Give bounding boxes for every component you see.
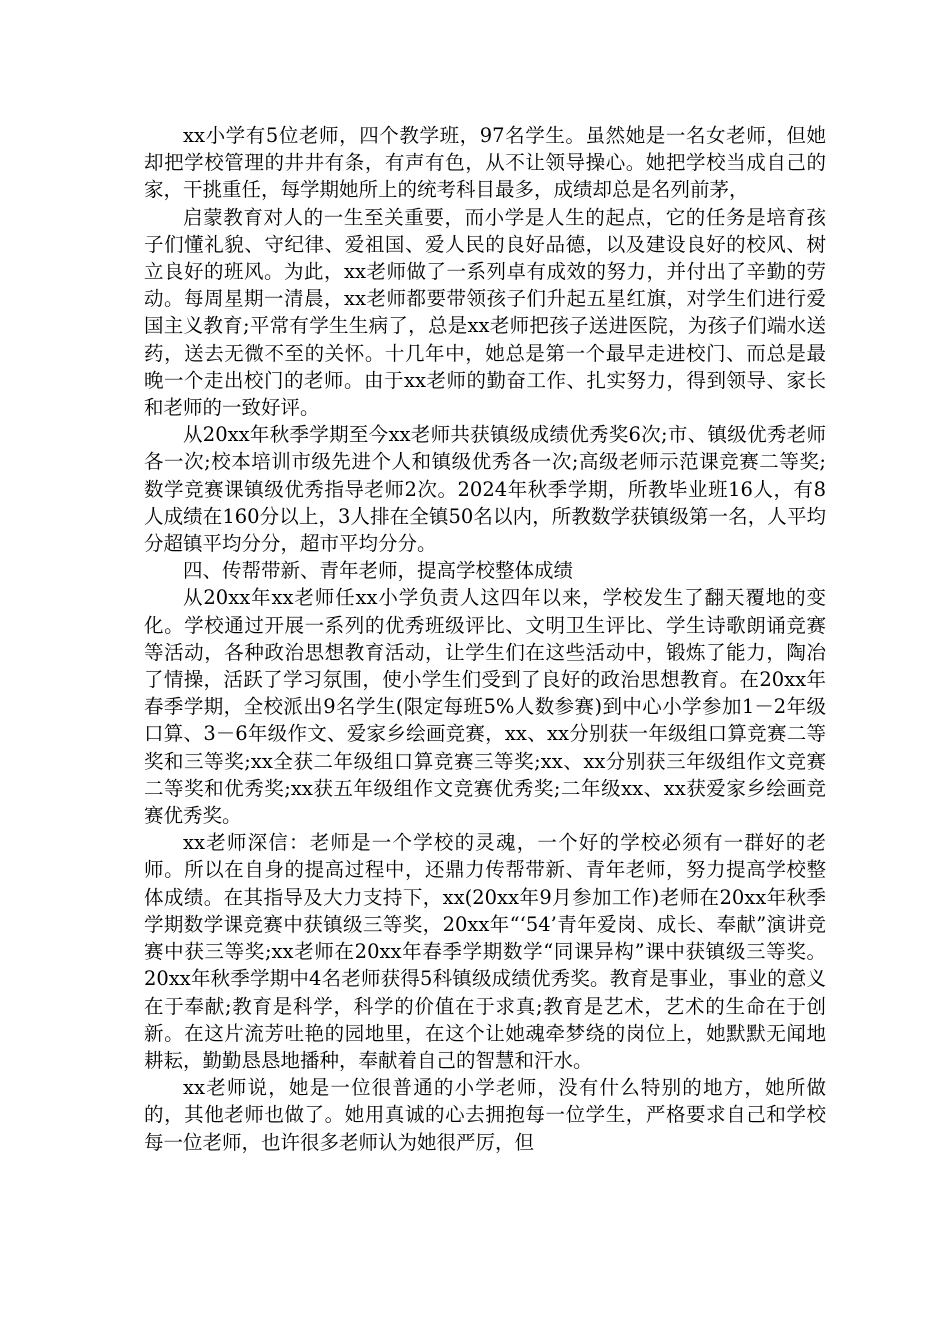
document-body — [144, 122, 826, 1156]
paragraph-school-overview: xx小学有5位老师，四个教学班，97名学生。虽然她是一名女老师，但她却把学校管理的井井有条，有声有色，从不让领导操心。她把学校当成自己的家，干挑重任，每学期她所上的统考科目最多，成绩却总是名列前茅， — [144, 124, 826, 202]
paragraph-awards: 从20xx年秋季学期至今xx老师共获镇级成绩优秀奖6次;市、镇级优秀老师各一次;校本培训市级先进个人和镇级优秀各一次;高级老师示范课竞赛二等奖;数学竞赛课镇级优秀指导老师2次。2024年秋季学期，所教毕业班16人，有8人成绩在160分以上，3人排在全镇50名以内，所教数学获镇级第一名，人平均分超镇平均分分，超市平均分分。 — [144, 423, 826, 556]
paragraph-ordinary-teacher: xx老师说，她是一位很普通的小学老师，没有什么特别的地方，她所做的，其他老师也做了。她用真诚的心去拥抱每一位学生，严格要求自己和学校每一位老师，也许很多老师认为她很严厉，但 — [144, 1076, 826, 1154]
section-heading: 四、传帮带新、青年老师，提高学校整体成绩 — [183, 559, 574, 583]
paragraph-school-changes: 从20xx年xx老师任xx小学负责人这四年以来，学校发生了翻天覆地的变化。学校通过开展一系列的优秀班级评比、文明卫生评比、学生诗歌朗诵竞赛等活动，各种政治思想教育活动，让学生们在这些活动中，锻炼了能力，陶冶了情操，活跃了学习氛围，使小学生们受到了良好的政治思想教育。在20xx年春季学期，全校派出9名学生(限定每班5%人数参赛)到中心小学参加1－2年级口算、3－6年级作文、爱家乡绘画竞赛，xx、xx分别获一年级组口算竞赛二等奖和三等奖;xx全获二年级组口算竞赛三等奖;xx、xx分别获三年级组作文竞赛二等奖和优秀奖;xx获五年级组作文竞赛优秀奖;二年级xx、xx获爱家乡绘画竞赛优秀奖。 — [144, 586, 826, 828]
paragraph-enlightenment-education: 启蒙教育对人的一生至关重要，而小学是人生的起点，它的任务是培育孩子们懂礼貌、守纪律、爱祖国、爱人民的良好品德，以及建设良好的校风、树立良好的班风。为此，xx老师做了一系列卓有成效的努力，并付出了辛勤的劳动。每周星期一清晨，xx老师都要带领孩子们升起五星红旗，对学生们进行爱国主义教育;平常有学生生病了，总是xx老师把孩子送进医院，为孩子们端水送药，送去无微不至的关怀。十几年中，她总是第一个最早走进校门、而总是最晚一个走出校门的老师。由于xx老师的勤奋工作、扎实努力，得到领导、家长和老师的一致好评。 — [144, 205, 826, 420]
paragraph-teacher-mentoring: xx老师深信：老师是一个学校的灵魂，一个好的学校必须有一群好的老师。所以在自身的提高过程中，还鼎力传帮带新、青年老师，努力提高学校整体成绩。在其指导及大力支持下，xx(20xx年9月参加工作)老师在20xx年秋季学期数学课竞赛中获镇级三等奖，20xx年“‘54’青年爱岗、成长、奉献”演讲竞赛中获三等奖;xx老师在20xx年春季学期数学“同课异构”课中获镇级三等奖。20xx年秋季学期中4名老师获得5科镇级成绩优秀奖。教育是事业，事业的意义在于奉献;教育是科学，科学的价值在于求真;教育是艺术，艺术的生命在于创新。在这片流芳吐艳的园地里，在这个让她魂牵梦绕的岗位上，她默默无闻地耕耘，勤勤恳恳地播种，奉献着自己的智慧和汗水。 — [144, 831, 826, 1072]
